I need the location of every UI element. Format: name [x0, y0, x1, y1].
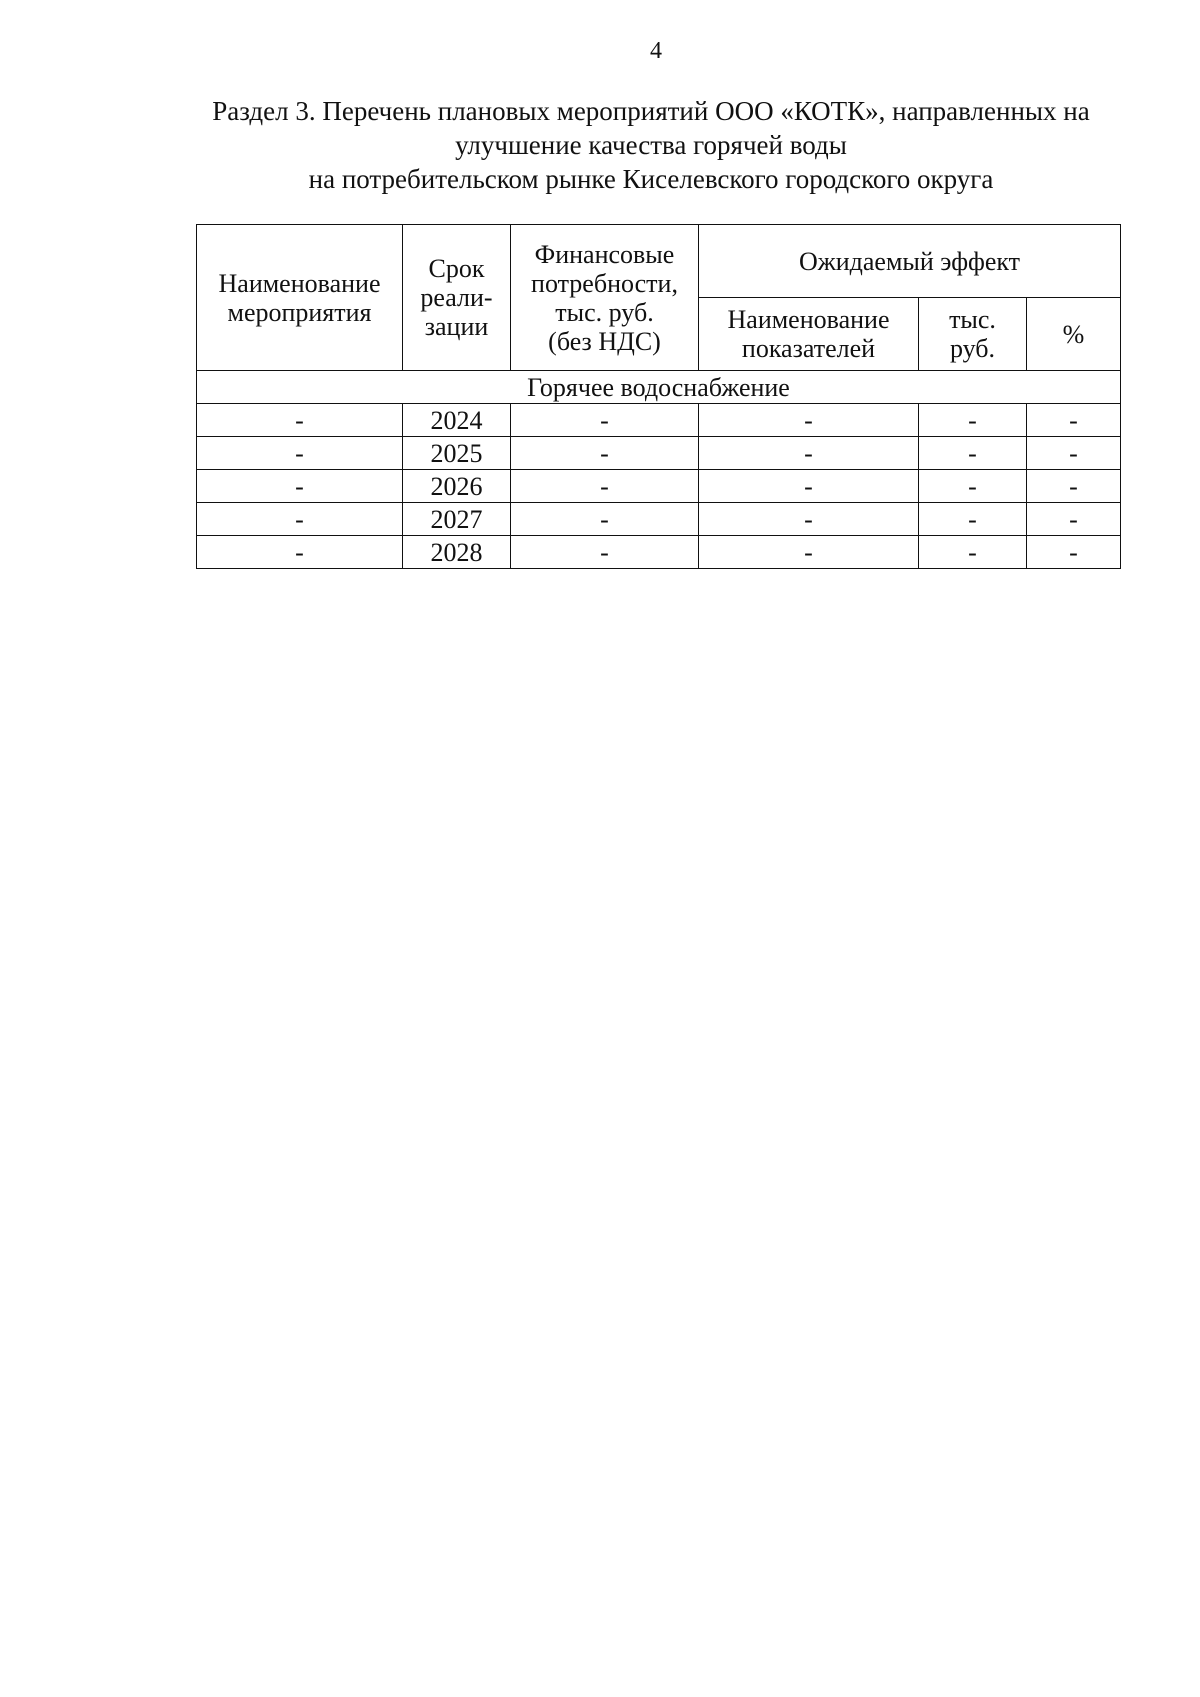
title-line-1: Раздел 3. Перечень плановых мероприятий ООО «КОТК», направленных на: [212, 96, 1090, 126]
cell-thousand: -: [919, 404, 1027, 437]
cell-year: 2026: [403, 470, 511, 503]
cell-thousand: -: [919, 536, 1027, 569]
cell-percent: -: [1027, 404, 1121, 437]
page-number: 4: [650, 38, 662, 64]
cell-indicator: -: [699, 470, 919, 503]
cell-finance: -: [511, 437, 699, 470]
cell-year: 2027: [403, 503, 511, 536]
cell-thousand: -: [919, 470, 1027, 503]
table-row: [197, 503, 1121, 536]
section-row: [197, 371, 1121, 404]
header-measure-name: Наименование мероприятия: [197, 225, 403, 371]
section-hot-water: Горячее водоснабжение: [197, 371, 1121, 404]
cell-percent: -: [1027, 503, 1121, 536]
table-row: [197, 470, 1121, 503]
header-term: Срок реали- зации: [403, 225, 511, 371]
cell-name: -: [197, 503, 403, 536]
cell-thousand: -: [919, 437, 1027, 470]
cell-indicator: -: [699, 536, 919, 569]
cell-thousand: -: [919, 503, 1027, 536]
cell-indicator: -: [699, 503, 919, 536]
cell-name: -: [197, 470, 403, 503]
header-row-top: [197, 225, 1121, 298]
header-percent: %: [1027, 298, 1121, 371]
cell-name: -: [197, 404, 403, 437]
title-line-2: улучшение качества горячей воды: [455, 130, 847, 160]
table-row: [197, 437, 1121, 470]
cell-finance: -: [511, 470, 699, 503]
table-row: [197, 536, 1121, 569]
table-row: [197, 404, 1121, 437]
header-finance: Финансовые потребности, тыс. руб. (без НДС): [511, 225, 699, 371]
cell-name: -: [197, 437, 403, 470]
cell-year: 2028: [403, 536, 511, 569]
cell-finance: -: [511, 503, 699, 536]
cell-indicator: -: [699, 437, 919, 470]
cell-percent: -: [1027, 437, 1121, 470]
cell-finance: -: [511, 536, 699, 569]
page-title: [172, 94, 1130, 196]
cell-percent: -: [1027, 536, 1121, 569]
title-line-3: на потребительском рынке Киселевского городского округа: [308, 164, 994, 194]
cell-finance: -: [511, 404, 699, 437]
cell-year: 2024: [403, 404, 511, 437]
header-thousand-rub: тыс. руб.: [919, 298, 1027, 371]
cell-indicator: -: [699, 404, 919, 437]
cell-percent: -: [1027, 470, 1121, 503]
cell-year: 2025: [403, 437, 511, 470]
cell-name: -: [197, 536, 403, 569]
header-expected-effect: Ожидаемый эффект: [699, 225, 1121, 298]
measures-table: [196, 224, 1121, 569]
header-indicator-name: Наименование показателей: [699, 298, 919, 371]
